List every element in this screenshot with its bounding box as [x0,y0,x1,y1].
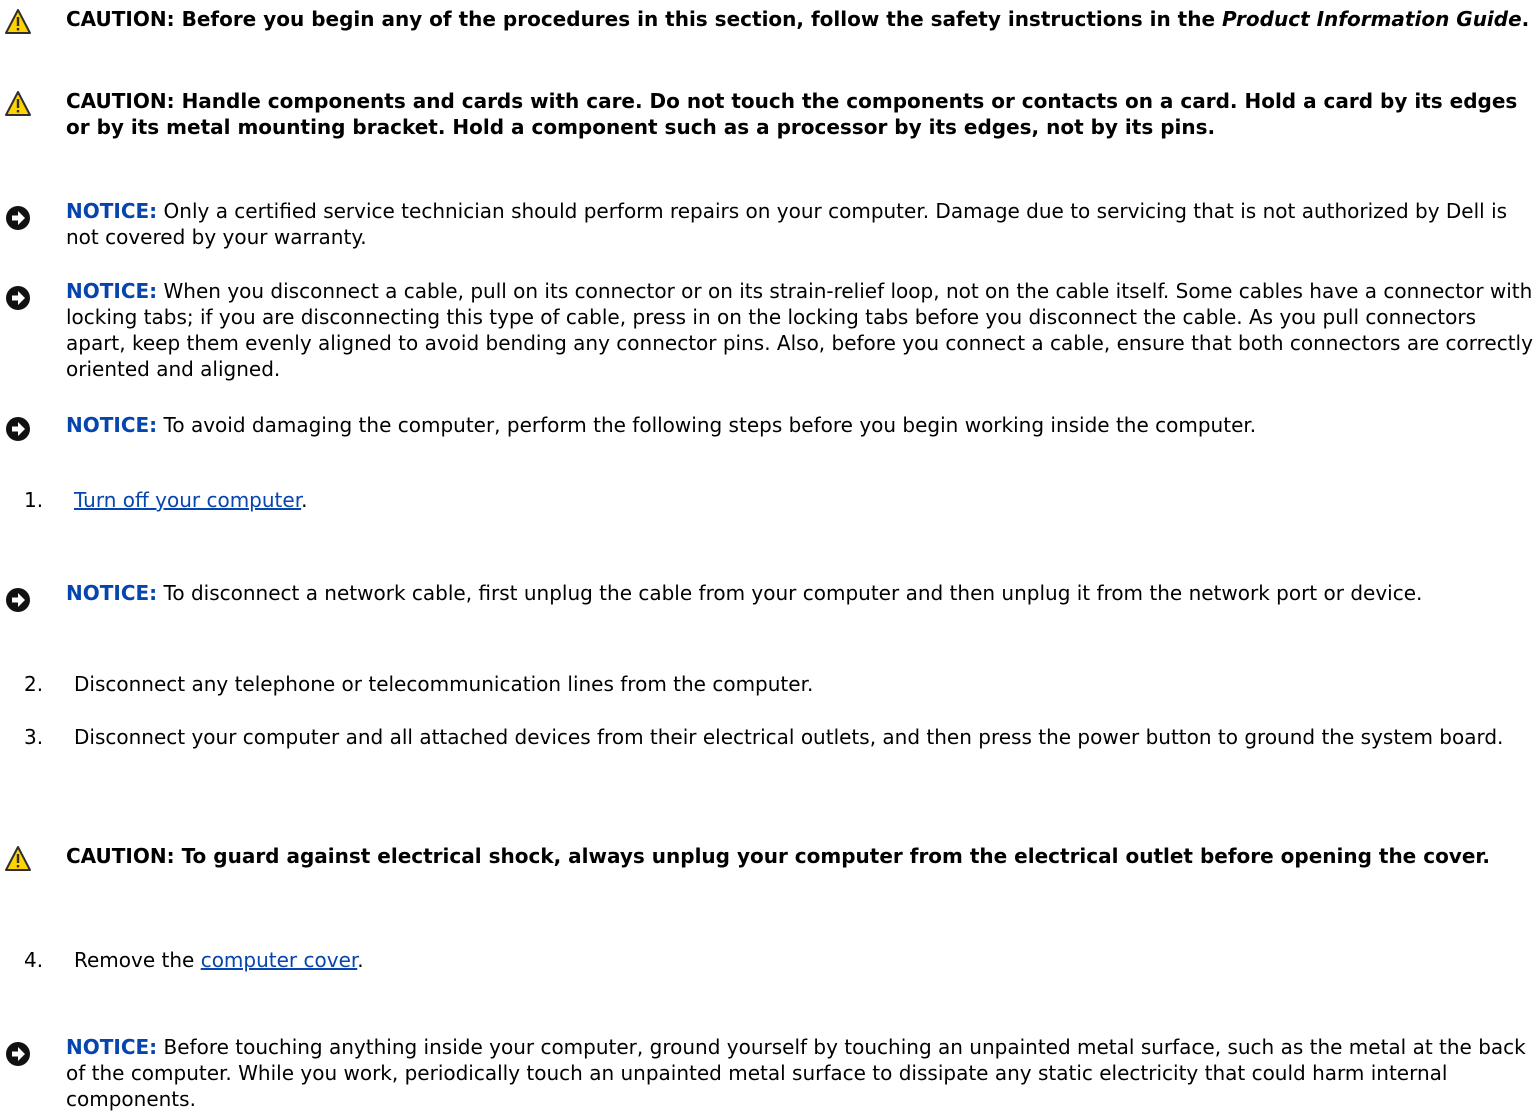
caution-body: Before you begin any of the procedures in this section, follow the safety instructions in the [174,7,1223,31]
step-end: . [357,948,364,972]
warning-triangle-icon [4,845,32,873]
caution-label: CAUTION: [66,7,175,31]
notice-label: NOTICE: [66,1035,158,1059]
notice-body: Only a certified service technician should perform repairs on your computer. Damage due to servicing that is not authorized by Dell is not covered by your warranty. [66,199,1508,249]
caution-body: Handle components and cards with care. Do not touch the components or contacts on a card. Hold a card by its edges or by its metal mounting bracket. Hold a component such as a processor by its edges, not by its pins. [66,89,1518,139]
caution-text [66,6,1536,32]
notice-label: NOTICE: [66,199,158,223]
step-number: 2. [24,672,44,696]
notice-text [66,412,1536,438]
step-number: 4. [24,948,44,972]
step-number: 1. [24,488,44,512]
caution-label: CAUTION: [66,844,175,868]
caution-text [66,843,1536,869]
circled-arrow-icon [4,204,32,232]
notice-text [66,580,1536,606]
notice-body: Before touching anything inside your computer, ground yourself by touching an unpainted metal surface, such as the metal at the back of the computer. While you work, periodically touch an unpainted metal surface to dissipate any static electricity that could harm internal components. [66,1035,1526,1111]
step-text: Disconnect any telephone or telecommunication lines from the computer. [74,672,814,696]
warning-triangle-icon [4,8,32,36]
notice-text [66,198,1536,250]
step-text: Disconnect your computer and all attached devices from their electrical outlets, and then press the power button to ground the system board. [74,725,1504,749]
circled-arrow-icon [4,415,32,443]
circled-arrow-icon [4,284,32,312]
caution-text [66,88,1536,140]
notice-text [66,1034,1536,1112]
notice-body: To disconnect a network cable, first unplug the cable from your computer and then unplug it from the network port or device. [157,581,1423,605]
caution-label: CAUTION: [66,89,175,113]
computer-cover-link[interactable]: computer cover [200,948,358,972]
notice-label: NOTICE: [66,279,158,303]
step-end: . [301,488,308,512]
notice-body: To avoid damaging the computer, perform the following steps before you begin working inside the computer. [157,413,1257,437]
circled-arrow-icon [4,1040,32,1068]
step-text [74,487,1514,513]
caution-end: . [1521,7,1530,31]
notice-label: NOTICE: [66,413,158,437]
notice-text [66,278,1536,382]
step-before: Remove the [74,948,201,972]
notice-body: When you disconnect a cable, pull on its connector or on its strain-relief loop, not on the cable itself. Some cables have a connector with locking tabs; if you are disconnecting this type of cable, press in on the locking tabs before you disconnect the cable. As you pull connectors apart, keep them evenly aligned to avoid bending any connector pins. Also, before you connect a cable, ensure that both connectors are correctly oriented and aligned. [66,279,1533,381]
step-text [74,947,1514,973]
warning-triangle-icon [4,90,32,118]
notice-label: NOTICE: [66,581,158,605]
caution-body: To guard against electrical shock, always unplug your computer from the electrical outlet before opening the cover. [174,844,1491,868]
circled-arrow-icon [4,586,32,614]
turn-off-computer-link[interactable]: Turn off your computer [74,488,302,512]
product-information-guide-title: Product Information Guide [1222,7,1522,31]
step-number: 3. [24,725,44,749]
